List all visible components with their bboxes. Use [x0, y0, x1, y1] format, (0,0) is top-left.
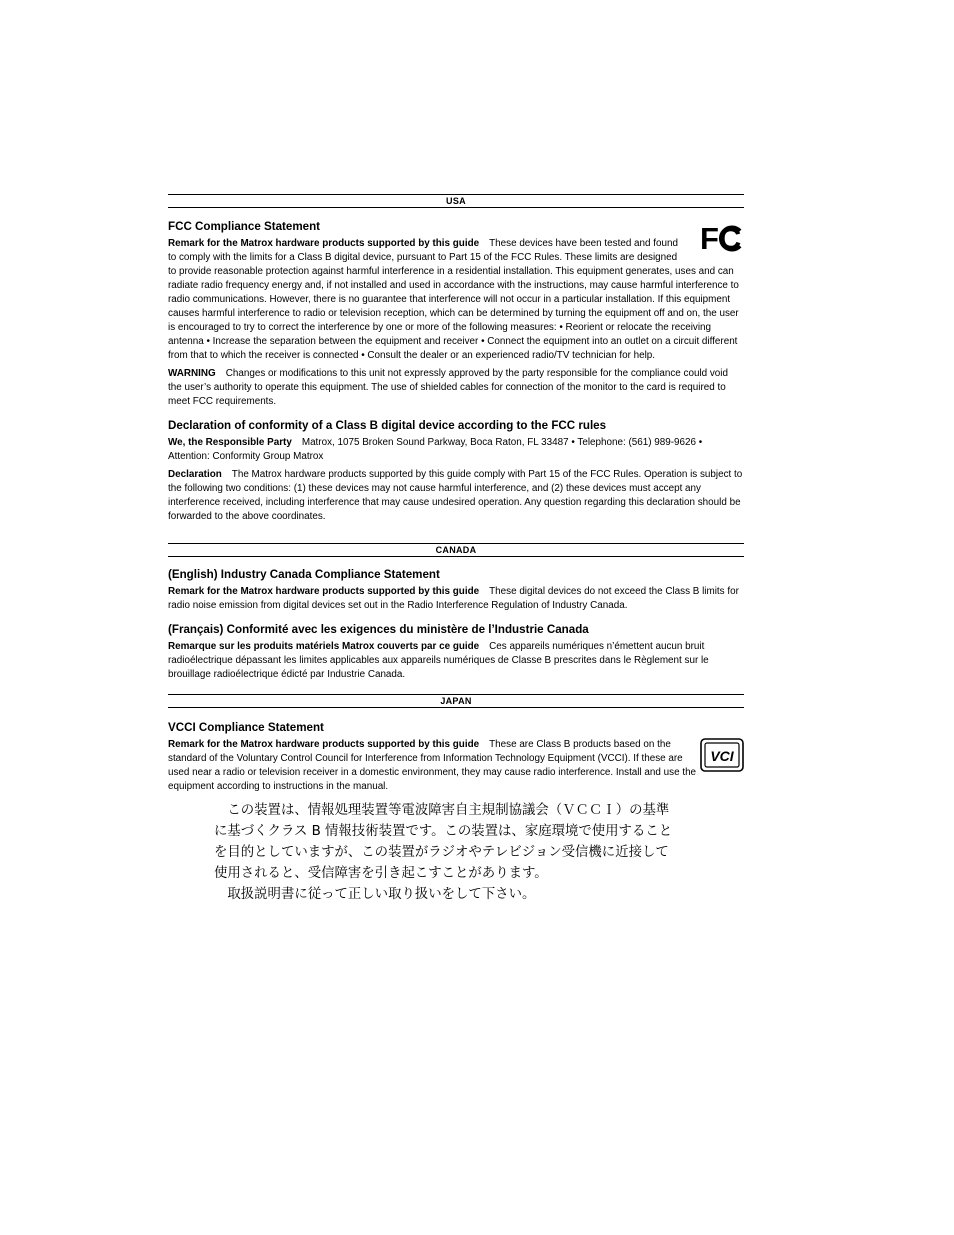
jp-line: を目的としていますが、この装置がラジオやテレビジョン受信機に近接して: [214, 845, 669, 860]
jp-line: に基づくクラス B 情報技術装置です。この装置は、家庭環境で使用すること: [214, 824, 673, 839]
warning-lead: WARNING: [168, 368, 216, 379]
section-bar-canada: CANADA: [168, 543, 744, 557]
canada-french-lead: Remarque sur les produits matériels Matrox couverts par ce guide: [168, 641, 480, 652]
declaration-lead: Declaration: [168, 469, 222, 480]
declaration-heading: Declaration of conformity of a Class B digital device according to the FCC rules: [168, 419, 607, 432]
canada-english-heading: (English) Industry Canada Compliance Statement: [168, 568, 440, 581]
canada-english-text: These digital devices do not exceed the Class B limits for radio noise emission from digital devices set out in the Radio Interference Regulation of Industry Canada.: [168, 586, 739, 611]
vcci-heading: VCCI Compliance Statement: [168, 721, 324, 734]
section-bar-japan: JAPAN: [168, 694, 744, 708]
canada-french-heading: (Français) Conformité avec les exigences du ministère de l’Industrie Canada: [168, 623, 589, 636]
vcci-remark: [168, 738, 744, 794]
fcc-remark: [168, 237, 744, 363]
vcci-logo-text: VCI: [710, 748, 734, 764]
canada-english-remark: [168, 585, 744, 613]
fcc-logo-text: FC: [700, 222, 742, 254]
party-lead: We, the Responsible Party: [168, 437, 292, 448]
jp-line: 取扱説明書に従って正しい取り扱いをして下さい。: [214, 887, 536, 902]
jp-line: この装置は、情報処理装置等電波障害自主規制協議会（ＶＣＣＩ）の基準: [214, 803, 670, 818]
japanese-notice: [214, 800, 704, 905]
fcc-heading: FCC Compliance Statement: [168, 220, 321, 233]
compliance-page: [168, 194, 744, 905]
vcci-remark-lead: Remark for the Matrox hardware products supported by this guide: [168, 739, 480, 750]
vcci-logo-icon: [700, 738, 744, 772]
party-text: Matrox, 1075 Broken Sound Parkway, Boca Raton, FL 33487 • Telephone: (561) 989-9626 • Attention: Conformity Group Matrox: [168, 437, 703, 462]
canada-english-lead: Remark for the Matrox hardware products supported by this guide: [168, 586, 480, 597]
vcci-remark-text: These are Class B products based on the standard of the Voluntary Control Council for Interference from Information Technology Equipment (VCCI). If these are used near a radio or television receiver in a domestic environment, they may cause radio interference. Install and use the equipment according to instructions in the manual.: [168, 739, 697, 792]
fcc-remark-text: These devices have been tested and found to comply with the limits for a Class B digital device, pursuant to Part 15 of the FCC Rules. These limits are designed to provide reasonable protection against harmful interference in a residential installation. This equipment generates, uses and can radiate radio frequency energy and, if not installed and used in accordance with the instructions, may cause harmful interference to radio communications. However, there is no guarantee that interference will not occur in a particular installation. If this equipment causes harmful interference to radio or television reception, which can be determined by turning the equipment off and on, the user is encouraged to try to correct the interference by one or more of the following measures: • Reorient or relocate the receiving antenna • Increase the separation between the equipment and receiver • Connect the equipment into an outlet on a circuit different from that to which the receiver is connected • Consult the dealer or an experienced radio/TV technician for help.: [168, 238, 739, 361]
fcc-remark-lead: Remark for the Matrox hardware products supported by this guide: [168, 238, 480, 249]
declaration-text: The Matrox hardware products supported by this guide comply with Part 15 of the FCC Rules. Operation is subject to the following two conditions: (1) these devices may not cause harmful interference, and (2) these devices must accept any interference received, including interference that may cause undesired operation. Any question regarding this declaration should be forwarded to the above coordinates.: [168, 469, 743, 522]
warning-text: Changes or modifications to this unit not expressly approved by the party responsible for the compliance could void the user’s authority to operate this equipment. The use of shielded cables for connection of the monitor to the card is required to meet FCC requirements.: [168, 368, 728, 407]
jp-line: 使用されると、受信障害を引き起こすことがあります。: [214, 866, 548, 881]
warning-paragraph: [168, 367, 744, 409]
canada-french-text: Ces appareils numériques n’émettent aucun bruit radioélectrique dépassant les limites applicables aux appareils numériques de Classe B prescrites dans le Règlement sur le brouillage radioélectrique édicté par Industrie Canada.: [168, 641, 709, 680]
fcc-logo-icon: [700, 222, 744, 254]
responsible-party: [168, 436, 744, 464]
declaration-paragraph: [168, 468, 744, 524]
canada-french-remark: [168, 640, 744, 682]
section-bar-usa: USA: [168, 194, 744, 208]
